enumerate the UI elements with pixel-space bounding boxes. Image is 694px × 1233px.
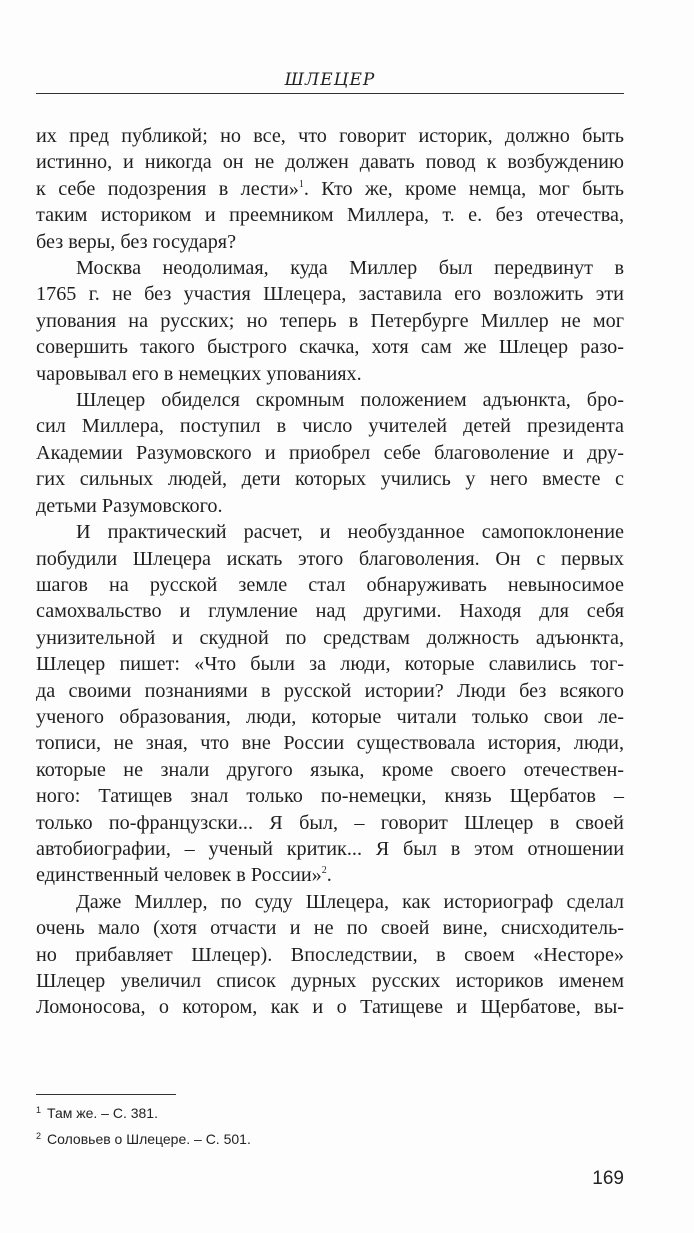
text-line: упования на русских; но теперь в Петербурге Миллер не мог (36, 309, 624, 332)
text-fragment: к себе подозрения в лести» (36, 177, 299, 200)
text-line (36, 862, 624, 888)
text-line: побудили Шлецера искать этого благоволения. Он с первых (36, 547, 624, 570)
text-line (36, 176, 624, 202)
text-line: шагов на русской земле стал обнаруживать невыносимое (36, 573, 624, 596)
text-line: Шлецер пишет: «Что были за люди, которые славились тог- (36, 653, 624, 676)
body-text (36, 123, 624, 1021)
text-line: Академии Разумовского и приобрел себе благоволение и дру- (36, 441, 624, 464)
text-line: Шлецер обиделся скромным положением адъюнкта, бро- (76, 389, 624, 412)
text-line: сил Миллера, поступил в число учителей детей президента (36, 415, 624, 438)
footnotes (36, 1100, 624, 1152)
text-line: ного: Татищев знал только по-немецки, князь Щербатов – (36, 785, 624, 808)
text-line: И практический расчет, и необузданное самопоклонение (76, 521, 624, 544)
page-number: 169 (592, 1168, 624, 1189)
text-line: которые не знали другого языка, кроме своего отечествен- (36, 758, 624, 781)
footnote-2 (36, 1126, 624, 1152)
text-line: истинно, и никогда он не должен давать повод к возбуждению (36, 151, 624, 174)
text-line: да своими познаниями в русской истории? Люди без всякого (36, 679, 624, 702)
footnote-ref-1[interactable]: 1 (298, 178, 304, 190)
footnote-mark: 1 (36, 1105, 42, 1115)
text-fragment: Кто же, кроме немца, мог быть (308, 177, 624, 200)
text-line: без веры, без государя? (36, 230, 237, 253)
footnote-text: Соловьев о Шлецере. – С. 501. (47, 1131, 251, 1147)
text-line: тописи, не зная, что вне России существовала история, люди, (36, 732, 624, 755)
text-line: но прибавляет Шлецер). Впоследствии, в своем «Несторе» (36, 943, 624, 966)
footnote-ref-2[interactable]: 2 (321, 865, 327, 877)
footnote-text: Там же. – С. 381. (47, 1105, 158, 1121)
text-line: ученого образования, люди, которые читали только свои ле- (36, 705, 624, 728)
text-line: детьми Разумовского. (36, 494, 223, 517)
text-line: Даже Миллер, по суду Шлецера, как историограф сделал (76, 890, 624, 913)
footnote-mark: 2 (36, 1131, 42, 1141)
text-fragment: единственный человек в России» (36, 864, 322, 887)
text-line: 1765 г. не без участия Шлецера, заставила его возложить эти (36, 283, 624, 306)
text-line: Ломоносова, о котором, как и о Татищеве и Щербатове, вы- (36, 996, 624, 1019)
text-line: унизительной и скудной по средствам должность адъюнкта, (36, 626, 624, 649)
running-title: ШЛЕЦЕР (284, 70, 376, 90)
text-line: только по-французски... Я был, – говорит Шлецер в своей (36, 811, 624, 834)
footnote-1 (36, 1100, 624, 1126)
text-line: самохвальство и глумление над другими. Находя для себя (36, 600, 624, 623)
text-line: автобиографии, – ученый критик... Я был в этом отношении (36, 837, 624, 860)
text-line: Шлецер увеличил список дурных русских историков именем (36, 970, 624, 992)
text-line: таким историком и преемником Миллера, т. е. без отечества, (36, 204, 624, 227)
text-fragment: . (303, 177, 309, 200)
text-line: Москва неодолимая, куда Миллер был передвинут в (76, 257, 624, 280)
header-rule (36, 93, 624, 94)
text-line: чаровывал его в немецких упованиях. (36, 362, 362, 385)
text-line: их пред публикой; но все, что говорит историк, должно быть (36, 125, 624, 147)
text-line: гих сильных людей, дети которых учились у него вместе с (36, 468, 624, 491)
text-line: очень мало (хотя отчасти и не по своей вине, снисходитель- (36, 917, 624, 940)
text-fragment: . (326, 864, 332, 887)
footnote-rule (36, 1094, 176, 1095)
text-line: совершить такого быстрого скачка, хотя сам же Шлецер разо- (36, 336, 624, 359)
